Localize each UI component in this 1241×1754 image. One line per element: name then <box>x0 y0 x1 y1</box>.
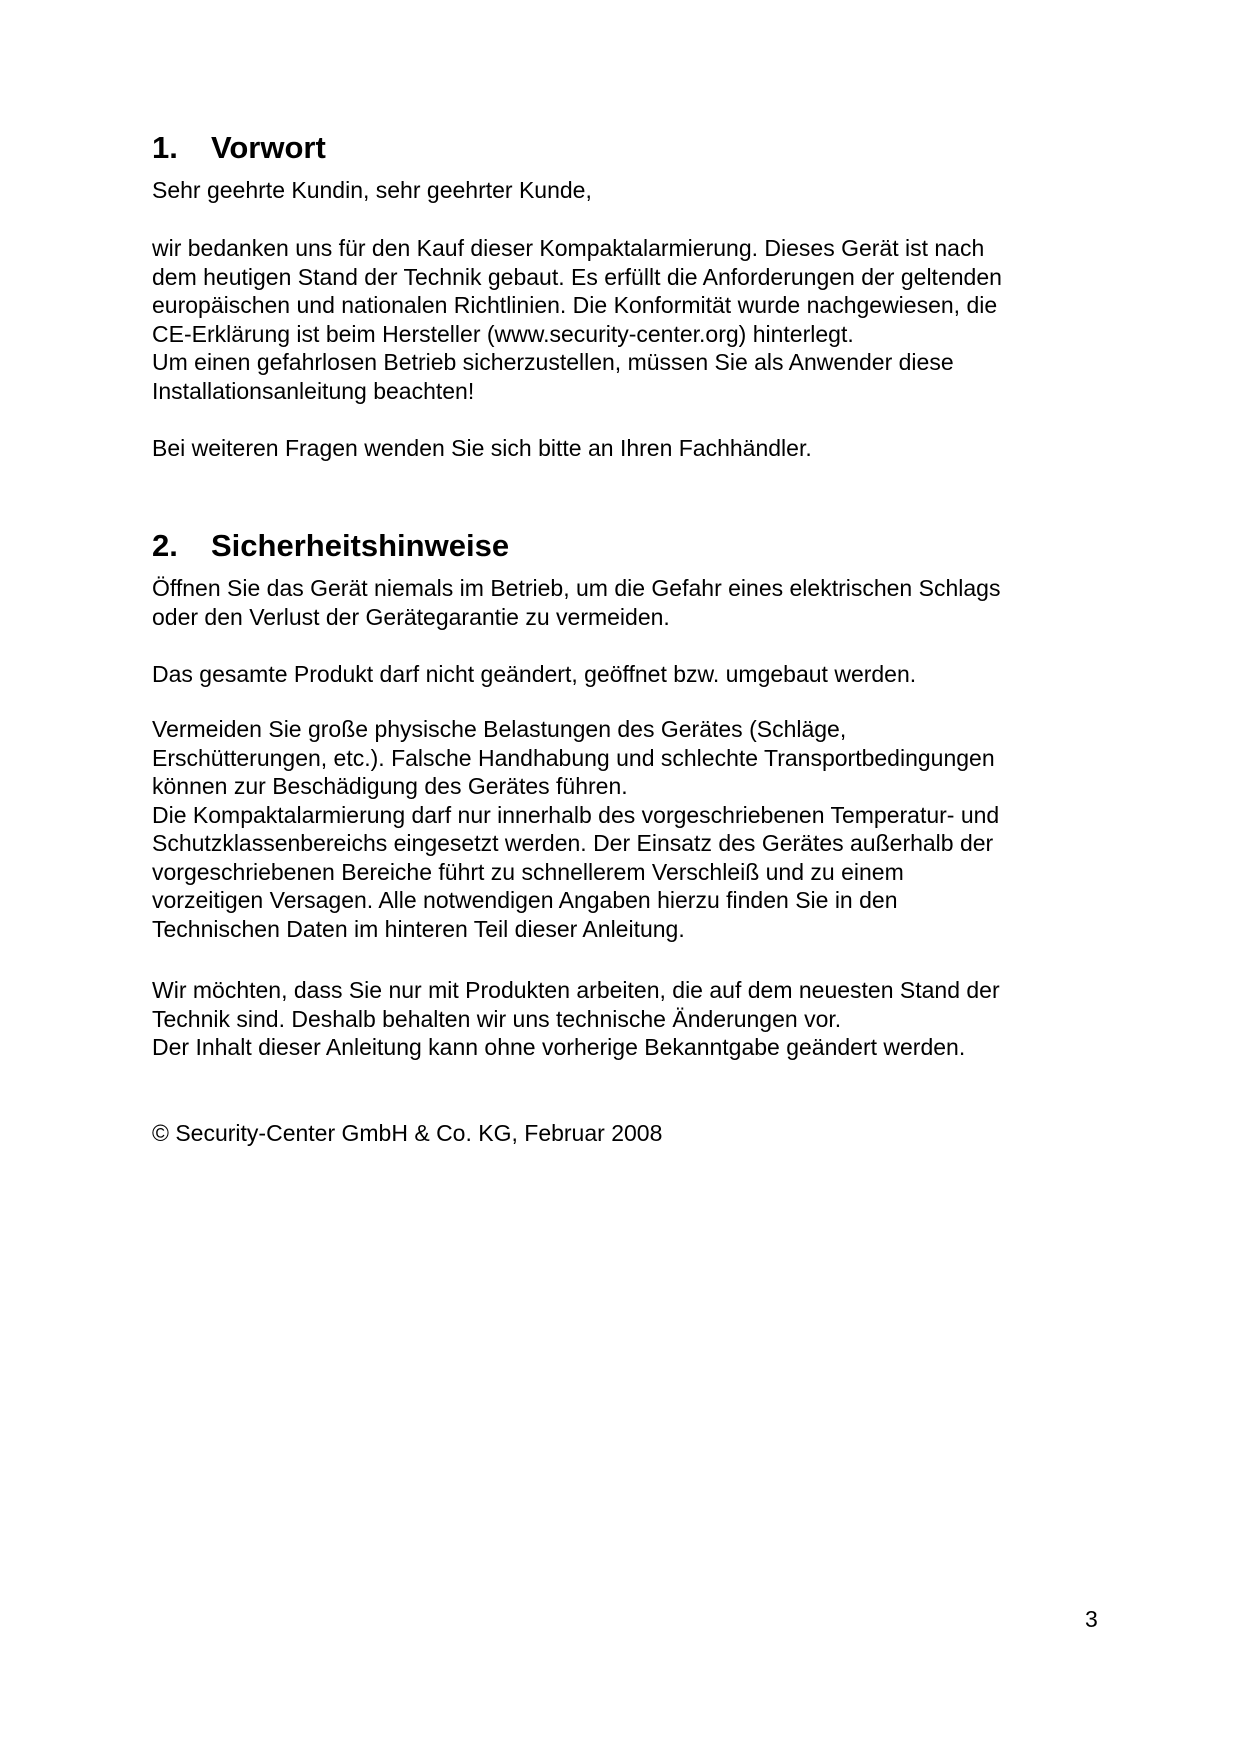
copyright-paragraph <box>152 1119 1112 1148</box>
section-title: Sicherheitshinweise <box>211 528 510 563</box>
questions-paragraph <box>152 434 1112 463</box>
text-line: europäischen und nationalen Richtlinien. Die Konformität wurde nachgewiesen, die <box>152 292 998 318</box>
text-line: Technischen Daten im hinteren Teil dieser Anleitung. <box>152 915 685 942</box>
safety-paragraph-4 <box>152 976 1112 1062</box>
section-number: 1. <box>152 130 178 165</box>
text-line: Sehr geehrte Kundin, sehr geehrter Kunde, <box>152 177 592 203</box>
section-number: 2. <box>152 528 178 563</box>
salutation-paragraph <box>152 176 1112 205</box>
safety-paragraph-2 <box>152 660 1112 689</box>
section-title: Vorwort <box>211 130 326 165</box>
text-line: vorgeschriebenen Bereiche führt zu schnellerem Verschleiß und zu einem <box>152 858 904 885</box>
intro-paragraph <box>152 234 1112 405</box>
text-line: Der Inhalt dieser Anleitung kann ohne vorherige Bekanntgabe geändert werden. <box>152 1034 966 1060</box>
text-line: Bei weiteren Fragen wenden Sie sich bitte an Ihren Fachhändler. <box>152 435 812 461</box>
text-line: Wir möchten, dass Sie nur mit Produkten arbeiten, die auf dem neuesten Stand der <box>152 977 1000 1003</box>
section-heading-sicherheitshinweise <box>152 528 509 564</box>
text-line: Die Kompaktalarmierung darf nur innerhalb des vorgeschriebenen Temperatur- und <box>152 801 1000 828</box>
text-line: dem heutigen Stand der Technik gebaut. Es erfüllt die Anforderungen der geltenden <box>152 263 1002 290</box>
text-line: wir bedanken uns für den Kauf dieser Kompaktalarmierung. Dieses Gerät ist nach <box>152 235 985 261</box>
text-line: CE-Erklärung ist beim Hersteller (www.security-center.org) hinterlegt. <box>152 320 854 347</box>
copyright-line: © Security-Center GmbH & Co. KG, Februar 2008 <box>152 1120 663 1146</box>
text-line: Vermeiden Sie große physische Belastungen des Gerätes (Schläge, <box>152 716 847 742</box>
text-line: Technik sind. Deshalb behalten wir uns technische Änderungen vor. <box>152 1005 842 1032</box>
section-heading-vorwort <box>152 130 326 166</box>
text-line: Installationsanleitung beachten! <box>152 377 475 404</box>
text-line: Das gesamte Produkt darf nicht geändert, geöffnet bzw. umgebaut werden. <box>152 661 917 687</box>
text-line: Öffnen Sie das Gerät niemals im Betrieb, um die Gefahr eines elektrischen Schlags <box>152 575 1001 601</box>
text-line: können zur Beschädigung des Gerätes führen. <box>152 773 628 799</box>
text-line: vorzeitigen Versagen. Alle notwendigen Angaben hierzu finden Sie in den <box>152 887 898 913</box>
text-line: Schutzklassenbereichs eingesetzt werden. Der Einsatz des Gerätes außerhalb der <box>152 830 994 856</box>
safety-paragraph-3 <box>152 715 1112 943</box>
safety-paragraph-1 <box>152 574 1112 631</box>
page-number: 3 <box>1085 1606 1098 1632</box>
text-line: Erschütterungen, etc.). Falsche Handhabung und schlechte Transportbedingungen <box>152 744 995 771</box>
text-line: Um einen gefahrlosen Betrieb sicherzustellen, müssen Sie als Anwender diese <box>152 349 954 375</box>
text-line: oder den Verlust der Gerätegarantie zu vermeiden. <box>152 603 670 630</box>
